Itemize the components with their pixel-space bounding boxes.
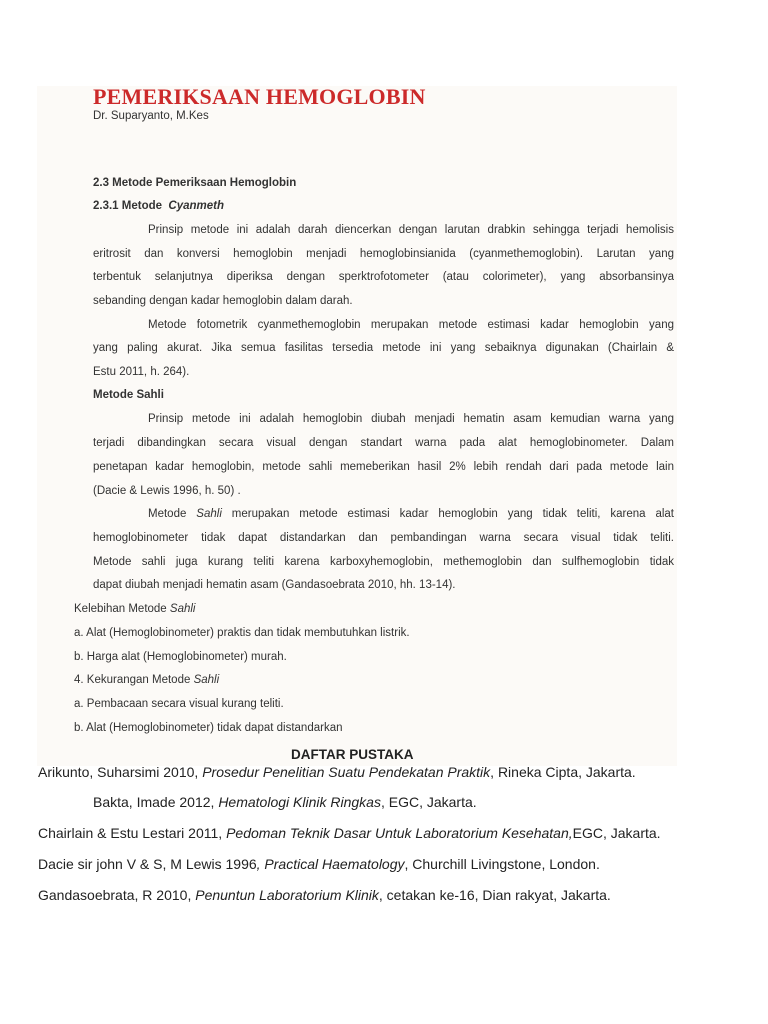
reference-title: Hematologi Klinik Ringkas bbox=[218, 794, 381, 810]
reference-publisher: , Churchill Livingstone, London. bbox=[404, 856, 600, 872]
section-heading: 2.3 Metode Pemeriksaan Hemoglobin bbox=[93, 177, 297, 189]
sahli-p2-post: merupakan metode estimasi kadar hemoglobin yang tidak teliti, karena alat bbox=[221, 508, 674, 520]
sub-heading-italic: Cyanmeth bbox=[168, 200, 225, 212]
reference-item bbox=[38, 825, 661, 841]
reference-publisher: , EGC, Jakarta. bbox=[380, 794, 477, 810]
reference-authors: Bakta, Imade 2012, bbox=[93, 794, 219, 810]
sahli-p2-line bbox=[148, 508, 674, 526]
document-title: PEMERIKSAAN HEMOGLOBIN bbox=[93, 84, 426, 109]
reference-item bbox=[38, 764, 636, 780]
sahli-heading: Metode Sahli bbox=[93, 389, 164, 401]
cyanmeth-p2-line: Estu 2011, h. 264). bbox=[93, 366, 190, 378]
reference-authors: Gandasoebrata, R 2010, bbox=[38, 887, 196, 903]
sahli-p1-line: (Dacie & Lewis 1996, h. 50) . bbox=[93, 485, 241, 497]
kekurangan-pre: 4. Kekurangan Metode bbox=[74, 674, 194, 686]
sahli-p2-line: hemoglobinometer tidak dapat distandarkan dan pembandingan warna secara visual tidak teliti. bbox=[93, 532, 674, 544]
reference-authors: Chairlain & Estu Lestari 2011, bbox=[38, 825, 227, 841]
kelebihan-italic: Sahli bbox=[169, 603, 196, 615]
sahli-p2-line: Metode sahli juga kurang teliti karena karboxyhemoglobin, methemoglobin dan sulfhemoglobin tidak bbox=[93, 556, 674, 568]
reference-publisher: EGC, Jakarta. bbox=[572, 825, 661, 841]
cyanmeth-p1-line: sebanding dengan kadar hemoglobin dalam darah. bbox=[93, 295, 353, 307]
kekurangan-item-b: b. Alat (Hemoglobinometer) tidak dapat distandarkan bbox=[74, 722, 343, 734]
cyanmeth-p1-line: terbentuk selanjutnya diperiksa dengan sperktrofotometer (atau colorimeter), yang absorbansinya bbox=[93, 271, 674, 283]
sahli-p2-pre: Metode bbox=[148, 508, 197, 520]
cyanmeth-p2-line: yang paling akurat. Jika semua fasilitas tersedia metode ini yang sebaiknya digunakan (Chairlain & bbox=[93, 342, 674, 354]
sahli-p2-italic: Sahli bbox=[196, 508, 222, 520]
reference-publisher: , Rineka Cipta, Jakarta. bbox=[490, 764, 636, 780]
reference-authors: Arikunto, Suharsimi 2010, bbox=[38, 764, 203, 780]
reference-item bbox=[38, 887, 611, 903]
references-heading: DAFTAR PUSTAKA bbox=[291, 747, 414, 762]
kekurangan-heading bbox=[74, 674, 219, 686]
reference-authors: Dacie sir john V & S, M Lewis 1996 bbox=[38, 856, 257, 872]
kelebihan-item-b: b. Harga alat (Hemoglobinometer) murah. bbox=[74, 651, 287, 663]
reference-title: Penuntun Laboratorium Klinik bbox=[195, 887, 379, 903]
sahli-p2-line: dapat diubah menjadi hematin asam (Gandasoebrata 2010, hh. 13-14). bbox=[93, 579, 456, 591]
cyanmeth-p1-line: Prinsip metode ini adalah darah diencerkan dengan larutan drabkin sehingga terjadi hemolisis bbox=[148, 224, 674, 236]
sahli-p1-line: penetapan kadar hemoglobin, metode sahli memeberikan hasil 2% lebih rendah dari pada metode lain bbox=[93, 461, 674, 473]
sub-heading-prefix: 2.3.1 Metode bbox=[93, 200, 163, 212]
reference-item bbox=[93, 794, 477, 810]
document-author: Dr. Suparyanto, M.Kes bbox=[93, 110, 209, 122]
reference-item bbox=[38, 856, 600, 872]
kelebihan-item-a: a. Alat (Hemoglobinometer) praktis dan tidak membutuhkan listrik. bbox=[74, 627, 410, 639]
reference-title: Pedoman Teknik Dasar Untuk Laboratorium Kesehatan, bbox=[226, 825, 573, 841]
kekurangan-item-a: a. Pembacaan secara visual kurang teliti. bbox=[74, 698, 284, 710]
sahli-p1-line: terjadi dibandingkan secara visual dengan standart warna pada alat hemoglobinometer. Dalam bbox=[93, 437, 674, 449]
kelebihan-pre: Kelebihan Metode bbox=[74, 603, 170, 615]
cyanmeth-p2-line: Metode fotometrik cyanmethemoglobin merupakan metode estimasi kadar hemoglobin yang bbox=[148, 319, 674, 331]
reference-title: Prosedur Penelitian Suatu Pendekatan Praktik bbox=[202, 764, 491, 780]
reference-publisher: , cetakan ke-16, Dian rakyat, Jakarta. bbox=[378, 887, 611, 903]
kekurangan-italic: Sahli bbox=[193, 674, 220, 686]
sub-heading bbox=[93, 200, 224, 212]
sahli-p1-line: Prinsip metode ini adalah hemoglobin diubah menjadi hematin asam kemudian warna yang bbox=[148, 413, 674, 425]
cyanmeth-p1-line: eritrosit dan konversi hemoglobin menjadi hemoglobinsianida (cyanmethemoglobin). Larutan yang bbox=[93, 248, 674, 260]
reference-title: , Practical Haematology bbox=[256, 856, 405, 872]
kelebihan-heading bbox=[74, 603, 195, 615]
